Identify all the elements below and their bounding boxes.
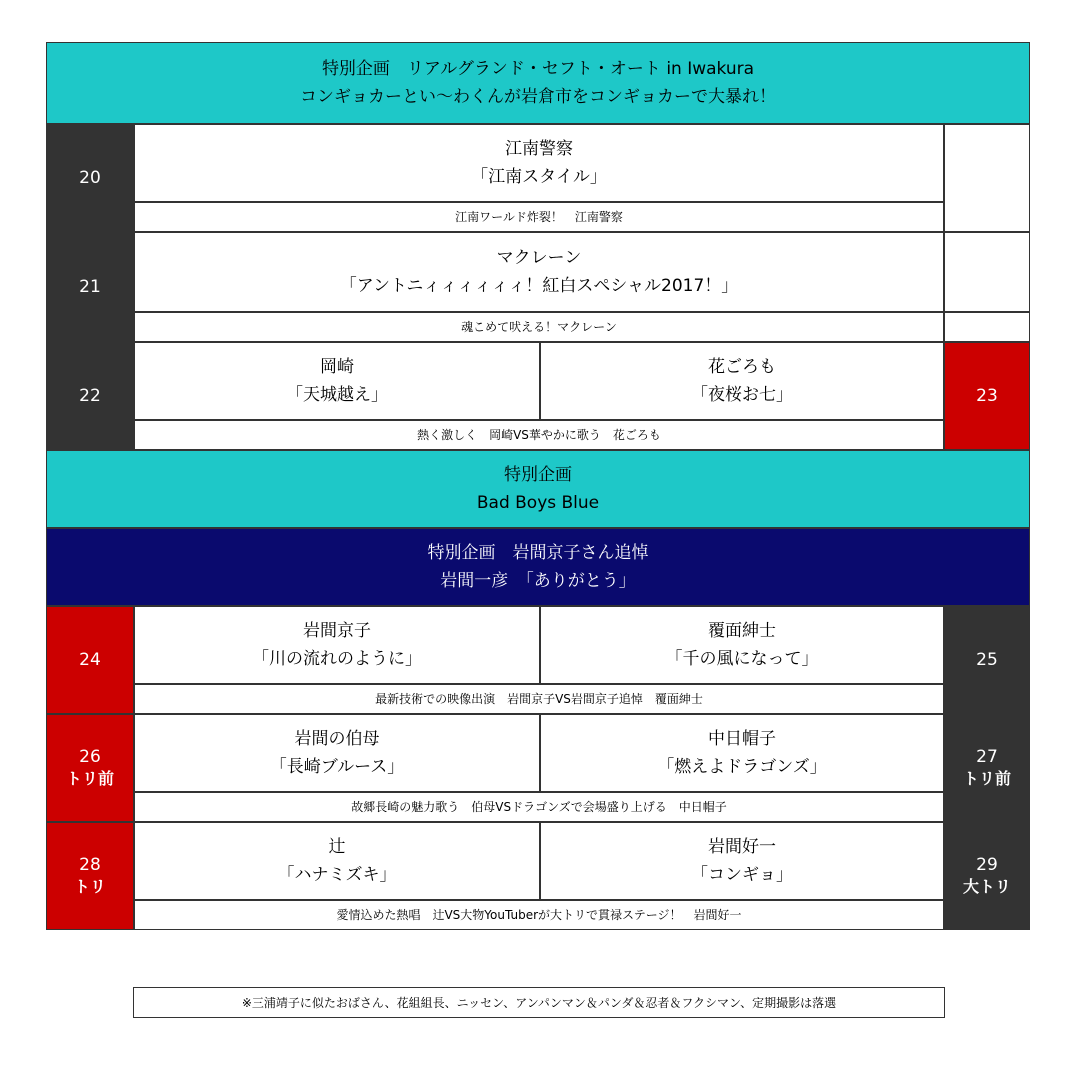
slot-number-26: 26 トリ前 (46, 714, 134, 822)
song-title: 「千の風になって」 (665, 649, 819, 669)
footnote-text: ※三浦靖子に似たおばさん、花組組長、ニッセン、アンパンマン＆パンダ＆忍者＆フクシマン、定期撮影は落選 (241, 996, 837, 1010)
performer-name: 覆面紳士 (708, 621, 776, 641)
performer-cell-right (540, 822, 944, 900)
slot-number-20: 20 (46, 124, 134, 232)
caption-row: 故郷長崎の魅力歌う 伯母VSドラゴンズで会場盛り上げる 中日帽子 (134, 792, 944, 822)
program-table (46, 42, 1030, 930)
song-title: 「ハナミズキ」 (277, 865, 397, 885)
song-title: 「長崎ブルース」 (269, 757, 405, 777)
performer-cell-right (540, 714, 944, 792)
slot-number-21: 21 (46, 232, 134, 342)
song-title: 「川の流れのように」 (252, 649, 422, 669)
caption-row: 熱く激しく 岡崎VS華やかに歌う 花ごろも (134, 420, 944, 450)
performer-cell-left (134, 606, 540, 684)
tori-tag: トリ (73, 877, 106, 896)
performer-cell-left (134, 714, 540, 792)
special-bad-boys-blue-banner: 特別企画 Bad Boys Blue (46, 450, 1030, 528)
caption-row: 江南ワールド炸裂！ 江南警察 (134, 202, 944, 232)
song-title: 「江南スタイル」 (471, 167, 607, 187)
song-title: 「コンギョ」 (691, 865, 793, 885)
slot-number-24: 24 (46, 606, 134, 714)
song-title: 「アントニィィィィィィ！紅白スペシャル2017！」 (339, 276, 739, 296)
caption-row: 最新技術での映像出演 岩間京子VS岩間京子追悼 覆面紳士 (134, 684, 944, 714)
performer-name: 辻 (328, 837, 346, 857)
banner-subtitle: コンギョカーとい〜わくんが岩倉市をコンギョカーで大暴れ！ (300, 87, 776, 107)
slot-number-23: 23 (944, 342, 1030, 450)
slot-number-25: 25 (944, 606, 1030, 714)
slot-number-28: 28 トリ (46, 822, 134, 930)
slot-number-22: 22 (46, 342, 134, 450)
performer-name: 岩間好一 (708, 837, 776, 857)
performer-cell-left (134, 822, 540, 900)
slot-number-29: 29 大トリ (944, 822, 1030, 930)
performer-name: 岩間の伯母 (294, 729, 380, 749)
oo-tori-tag: 大トリ (962, 877, 1011, 896)
performer-cell-right (540, 606, 944, 684)
performer-name: 中日帽子 (708, 729, 776, 749)
special-memorial-banner: 特別企画 岩間京子さん追悼 岩間一彦 「ありがとう」 (46, 528, 1030, 606)
performer-cell-right (540, 342, 944, 420)
performer-name: 岩間京子 (303, 621, 371, 641)
top-special-banner (46, 42, 1030, 124)
caption-row: 魂こめて吠える！マクレーン (134, 312, 944, 342)
song-title: 「天城越え」 (286, 385, 388, 405)
performer-cell (134, 232, 944, 312)
empty-right-slot (944, 312, 1030, 342)
performer-cell-left (134, 342, 540, 420)
caption-row: 愛情込めた熱唱 辻VS大物YouTuberが大トリで貫禄ステージ！ 岩間好一 (134, 900, 944, 930)
tori-mae-tag: トリ前 (962, 769, 1011, 788)
song-title: 「夜桜お七」 (691, 385, 793, 405)
banner-title: 特別企画 リアルグランド・セフト・オート in Iwakura (321, 59, 755, 79)
empty-right-slot (944, 232, 1030, 312)
performer-name: 花ごろも (708, 357, 776, 377)
performer-name: 岡崎 (320, 357, 354, 377)
slot-number-27: 27 トリ前 (944, 714, 1030, 822)
tori-mae-tag: トリ前 (65, 769, 114, 788)
performer-name: 江南警察 (505, 139, 573, 159)
performer-name: マクレーン (496, 248, 582, 268)
song-title: 「燃えよドラゴンズ」 (657, 757, 827, 777)
performer-cell (134, 124, 944, 202)
footnote-box (133, 987, 945, 1018)
empty-right-slot (944, 124, 1030, 232)
